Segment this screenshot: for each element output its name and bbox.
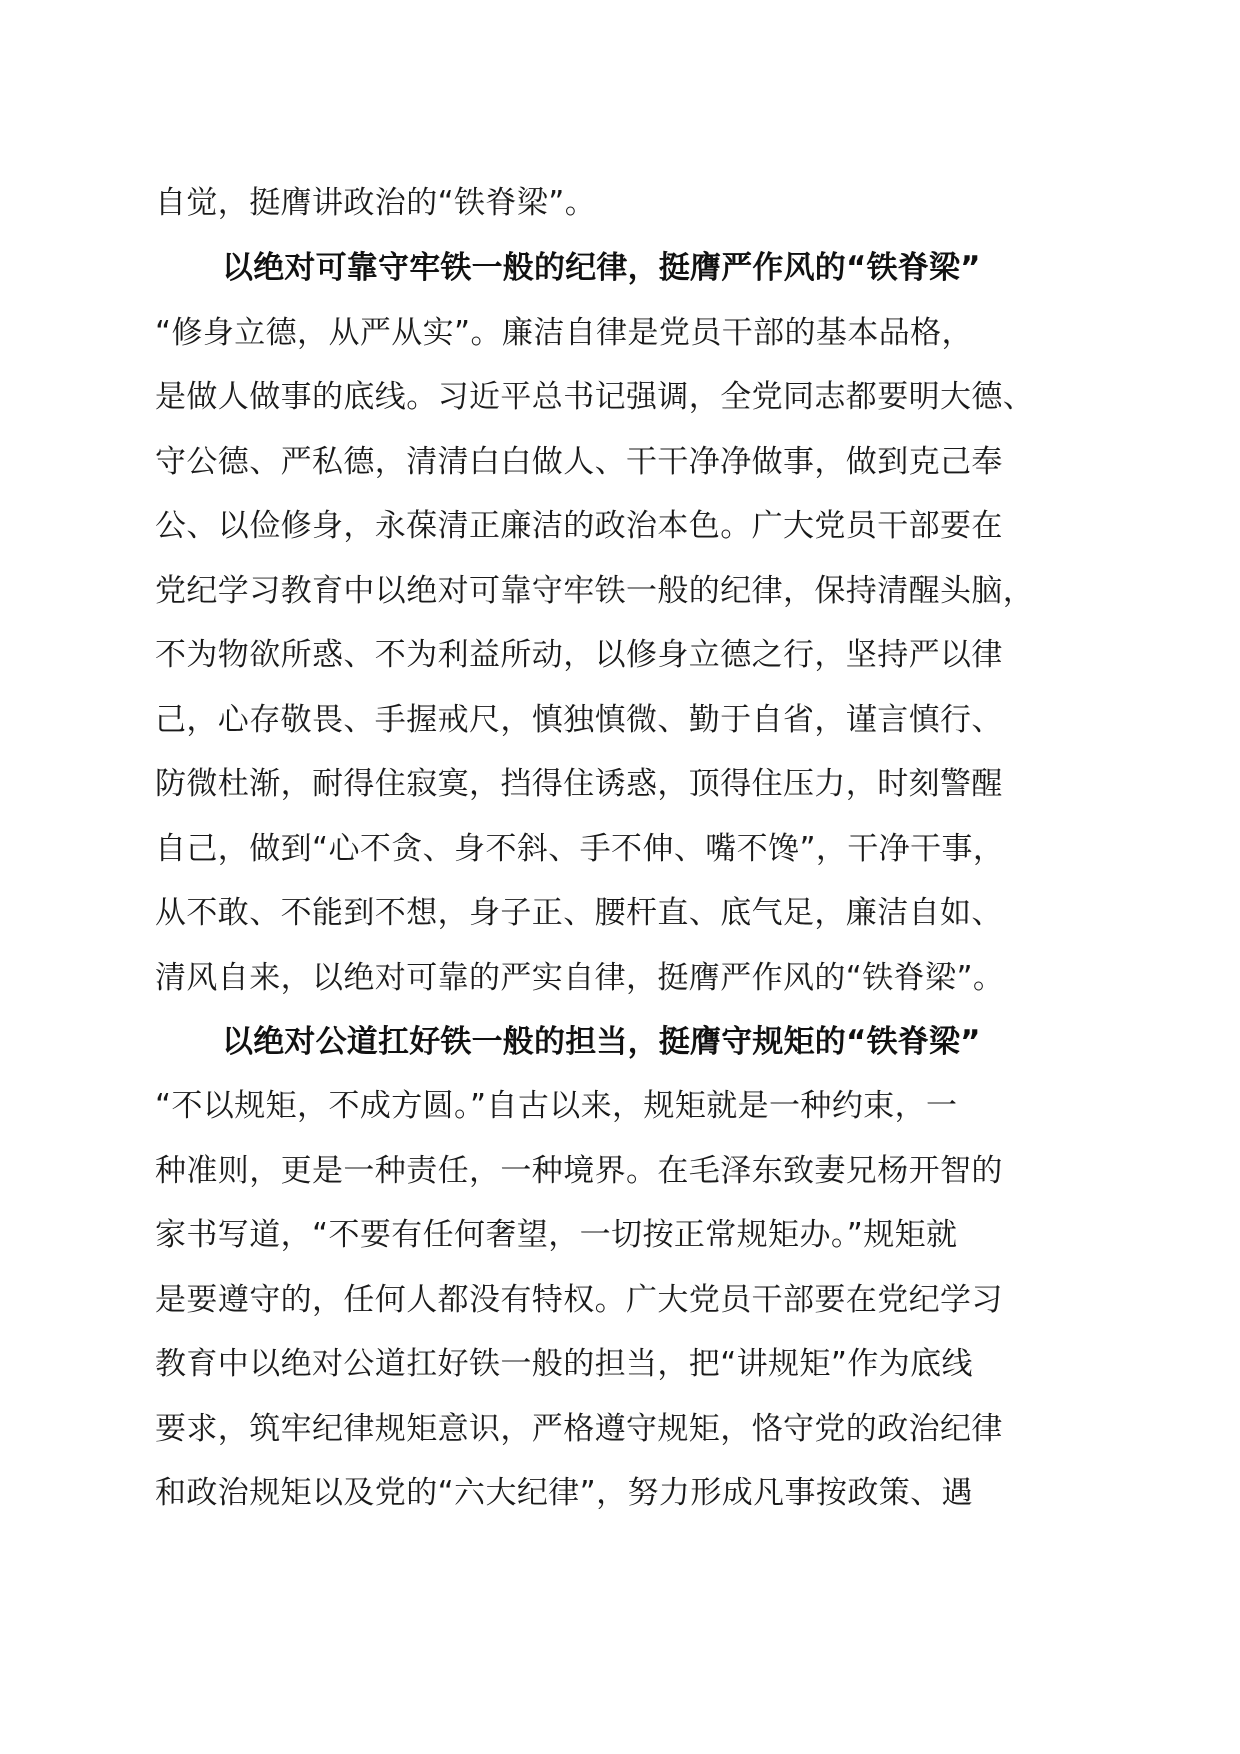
paragraph-line: 防微杜渐，耐得住寂寞，挡得住诱惑，顶得住压力，时刻警醒 [155, 766, 1003, 802]
paragraph-line: 自觉，挺膺讲政治的“铁脊梁”。 [155, 185, 597, 221]
paragraph-line: 教育中以绝对公道扛好铁一般的担当，把“讲规矩”作为底线 [155, 1346, 973, 1382]
paragraph-line: “不以规矩，不成方圆。”自古以来，规矩就是一种约束，一 [155, 1088, 958, 1124]
paragraph-line: 党纪学习教育中以绝对可靠守牢铁一般的纪律，保持清醒头脑， [155, 573, 1035, 609]
paragraph-line: “修身立德，从严从实”。廉洁自律是党员干部的基本品格， [155, 315, 973, 351]
paragraph-line: 从不敢、不能到不想，身子正、腰杆直、底气足，廉洁自如、 [155, 895, 1003, 931]
paragraph-line: 和政治规矩以及党的“六大纪律”，努力形成凡事按政策、遇 [155, 1475, 973, 1511]
paragraph-line: 不为物欲所惑、不为利益所动，以修身立德之行，坚持严以律 [155, 637, 1003, 673]
paragraph-line: 守公德、严私德，清清白白做人、干干净净做事，做到克己奉 [155, 444, 1003, 480]
paragraph-line: 种准则，更是一种责任，一种境界。在毛泽东致妻兄杨开智的 [155, 1153, 1003, 1189]
paragraph-line: 是要遵守的，任何人都没有特权。广大党员干部要在党纪学习 [155, 1282, 1003, 1318]
paragraph-line: 家书写道，“不要有任何奢望，一切按正常规矩办。”规矩就 [155, 1217, 958, 1253]
paragraph-line: 清风自来，以绝对可靠的严实自律，挺膺严作风的“铁脊梁”。 [155, 960, 1005, 996]
section-heading: 以绝对可靠守牢铁一般的纪律，挺膺严作风的“铁脊梁” [222, 250, 981, 286]
paragraph-line: 自己，做到“心不贪、身不斜、手不伸、嘴不馋”，干净干事， [155, 831, 1005, 867]
paragraph-line: 要求，筑牢纪律规矩意识，严格遵守规矩，恪守党的政治纪律 [155, 1411, 1003, 1447]
paragraph-line: 公、以俭修身，永葆清正廉洁的政治本色。广大党员干部要在 [155, 508, 1003, 544]
paragraph-line: 是做人做事的底线。习近平总书记强调，全党同志都要明大德、 [155, 379, 1035, 415]
section-heading: 以绝对公道扛好铁一般的担当，挺膺守规矩的“铁脊梁” [222, 1024, 981, 1060]
paragraph-line: 己，心存敬畏、手握戒尺，慎独慎微、勤于自省，谨言慎行、 [155, 702, 1003, 738]
